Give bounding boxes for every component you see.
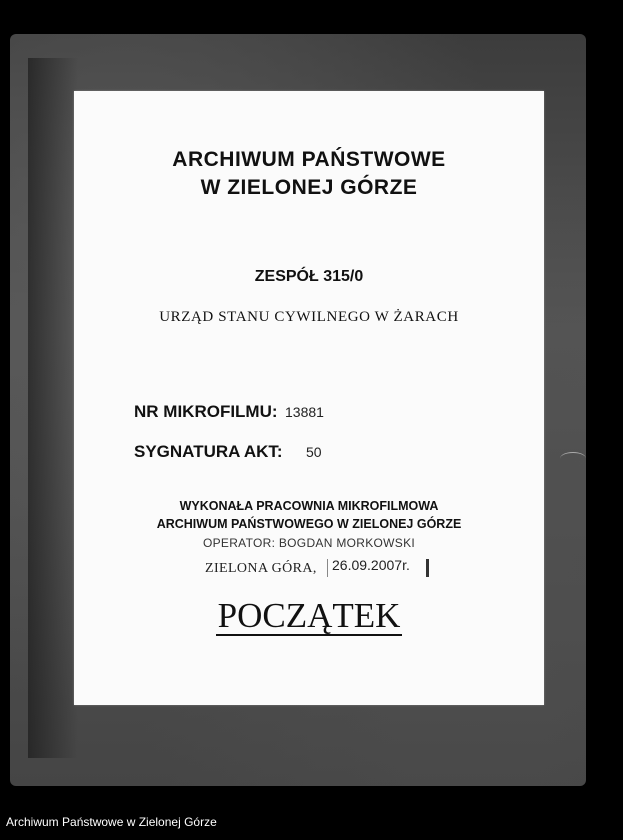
archive-title-line2: W ZIELONEJ GÓRZE <box>200 176 418 199</box>
credits-line2: ARCHIWUM PAŃSTWOWEGO W ZIELONEJ GÓRZE <box>156 517 462 531</box>
operator-line: OPERATOR: BOGDAN MORKOWSKI <box>202 536 416 550</box>
signature-value: 50 <box>306 444 322 460</box>
footer-caption: Archiwum Państwowe w Zielonej Górze <box>6 815 217 829</box>
collection-number: ZESPÓŁ 315/0 <box>254 268 364 285</box>
collection-name: URZĄD STANU CYWILNEGO W ŻARACH <box>159 309 459 325</box>
start-stamp-text: POCZĄTEK <box>217 596 401 635</box>
edge-scratch <box>560 452 586 465</box>
title-card <box>74 91 544 705</box>
start-stamp <box>74 596 544 636</box>
date-box-left-edge <box>327 559 328 577</box>
date-box-right-edge <box>426 559 429 577</box>
archive-title-line1: ARCHIWUM PAŃSTWOWE <box>172 148 446 171</box>
signature-label: SYGNATURA AKT: <box>134 442 283 461</box>
microfilm-label: NR MIKROFILMU: <box>134 402 278 421</box>
microfilm-value: 13881 <box>285 404 324 420</box>
frame-shadow <box>28 58 78 758</box>
date-value: 26.09.2007r. <box>332 557 410 573</box>
credits-line1: WYKONAŁA PRACOWNIA MIKROFILMOWA <box>179 499 439 513</box>
city-label: ZIELONA GÓRA, <box>205 561 317 576</box>
